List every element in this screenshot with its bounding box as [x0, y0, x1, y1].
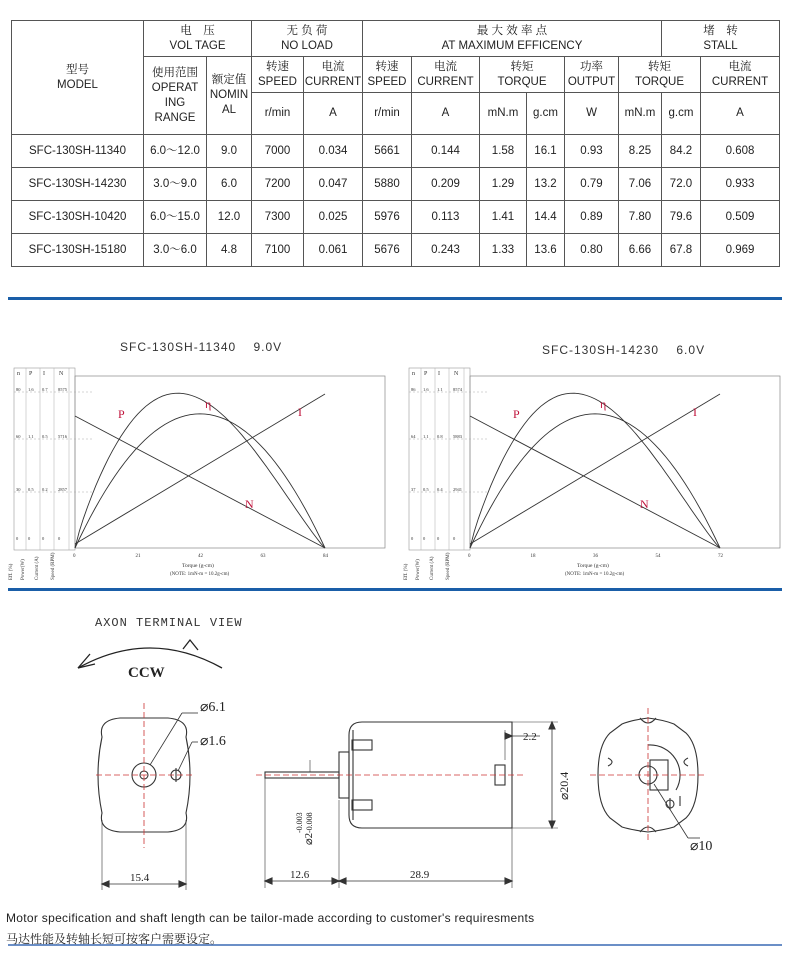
axis-tick-label: 5883 [453, 434, 462, 439]
table-cell: 79.6 [662, 201, 701, 234]
stall-torque-header: 转矩 TORQUE [619, 57, 701, 93]
axis-tick-label: 0.8 [437, 434, 443, 439]
x-axis-label: Torque (g-cm) [577, 563, 609, 569]
table-cell: 67.8 [662, 234, 701, 267]
axis-head: P [424, 371, 428, 377]
x-tick-label: 72 [718, 554, 723, 559]
no-load-group-header: 无 负 荷 NO LOAD [252, 21, 363, 57]
curve-label: I [693, 405, 697, 419]
table-cell: 5676 [363, 234, 412, 267]
terminal-length-label: 2.2 [523, 731, 537, 743]
model-cell: SFC-130SH-15180 [12, 234, 144, 267]
axis-tick-label: 0 [58, 536, 61, 541]
axis-tick-label: 1.6 [423, 387, 429, 392]
table-cell: 4.8 [207, 234, 252, 267]
axis-tick-label: 86 [411, 387, 416, 392]
axis-tick-label: 5716 [58, 434, 67, 439]
operating-range-header: 使用范围 OPERAT ING RANGE [144, 57, 207, 135]
no-load-current-header: 电流 CURRENT [304, 57, 363, 93]
axis-tick-label: 0 [411, 536, 414, 541]
axis-tick-label: 2941 [453, 487, 462, 492]
axis-name: Current (A) [430, 556, 435, 580]
max-eff-torque-header: 转矩 TORQUE [480, 57, 565, 93]
x-tick-label: 0 [73, 554, 76, 559]
axis-tick-label: 37 [411, 487, 416, 492]
axis-head: N [454, 371, 459, 377]
table-cell: 0.047 [304, 168, 363, 201]
hole-diameter-label: ⌀1.6 [200, 734, 226, 749]
table-cell: 72.0 [662, 168, 701, 201]
axis-tick-label: 1.1 [423, 434, 429, 439]
table-cell: 6.0 [207, 168, 252, 201]
table-cell: 6.0～15.0 [144, 201, 207, 234]
table-cell: 0.969 [701, 234, 780, 267]
model-cell: SFC-130SH-10420 [12, 201, 144, 234]
x-tick-label: 42 [198, 554, 203, 559]
table-cell: 0.89 [565, 201, 619, 234]
table-cell: 0.113 [412, 201, 480, 234]
table-cell: 0.034 [304, 135, 363, 168]
axis-head: P [29, 371, 33, 377]
axis-name: Power(W) [21, 559, 26, 580]
axis-tick-label: 0.5 [42, 434, 48, 439]
unit-cell: mN.m [480, 93, 527, 135]
table-cell: 13.6 [527, 234, 565, 267]
curve-label: P [513, 407, 520, 421]
table-cell: 1.41 [480, 201, 527, 234]
unit-cell: W [565, 93, 619, 135]
x-tick-label: 54 [655, 554, 661, 559]
axis-tick-label: 0.5 [28, 487, 34, 492]
no-load-speed-header: 转速 SPEED [252, 57, 304, 93]
max-eff-current-header: 电流 CURRENT [412, 57, 480, 93]
table-cell: 9.0 [207, 135, 252, 168]
axis-tick-label: 8575 [58, 387, 67, 392]
table-cell: 6.66 [619, 234, 662, 267]
axis-tick-label: 80 [16, 387, 21, 392]
max-eff-output-header: 功率 OUTPUT [565, 57, 619, 93]
footer-note-english: Motor specification and shaft length can be tailor-made according to customer's requiresments [6, 911, 535, 925]
x-tick-label: 18 [530, 554, 536, 559]
curve-label: I [298, 405, 302, 419]
axis-head: N [59, 371, 64, 377]
axis-tick-label: 8574 [453, 387, 462, 392]
nominal-header: 额定值 NOMIN AL [207, 57, 252, 135]
table-cell: 1.33 [480, 234, 527, 267]
footer-note-chinese: 马达性能及转轴长短可按客户需要设定。 [6, 932, 223, 946]
curve-label: N [640, 497, 649, 511]
ccw-label: CCW [128, 665, 165, 681]
unit-cell: g.cm [527, 93, 565, 135]
unit-cell: A [304, 93, 363, 135]
axis-head: I [438, 371, 440, 377]
model-cell: SFC-130SH-14230 [12, 168, 144, 201]
stall-group-header: 堵 转 STALL [662, 21, 780, 57]
width-dimension-label: 15.4 [130, 872, 150, 884]
x-tick-label: 21 [135, 554, 141, 559]
x-tick-label: 0 [468, 554, 471, 559]
axis-tick-label: 0.7 [42, 387, 48, 392]
axis-tick-label: 0 [16, 536, 19, 541]
table-cell: 16.1 [527, 135, 565, 168]
front-view [96, 703, 198, 890]
axis-name: Current (A) [35, 556, 40, 580]
x-tick-label: 84 [323, 554, 328, 559]
x-axis-label: Torque (g-cm) [182, 563, 214, 569]
table-cell: 12.0 [207, 201, 252, 234]
max-eff-speed-header: 转速 SPEED [363, 57, 412, 93]
shaft-tolerance-upper: -0.003 [295, 812, 304, 833]
axis-tick-label: 0 [437, 536, 440, 541]
stall-current-header: 电流 CURRENT [701, 57, 780, 93]
table-cell: 14.4 [527, 201, 565, 234]
table-cell: 3.0～9.0 [144, 168, 207, 201]
table-cell: 5661 [363, 135, 412, 168]
axis-tick-label: 0 [28, 536, 31, 541]
table-cell: 5976 [363, 201, 412, 234]
model-cell: SFC-130SH-11340 [12, 135, 144, 168]
shaft-tolerance-lower: -0.008 [305, 812, 314, 833]
voltage-group-header: 电 压 VOL TAGE [144, 21, 252, 57]
side-view [256, 722, 558, 888]
curve-label: η [205, 397, 212, 411]
curve-label: η [600, 397, 607, 411]
table-cell: 0.93 [565, 135, 619, 168]
axis-name: Speed (RPM) [51, 552, 56, 580]
shaft-length-label: 12.6 [290, 869, 310, 881]
axis-tick-label: 0.5 [423, 487, 429, 492]
table-cell: 7.80 [619, 201, 662, 234]
rear-view [590, 708, 706, 842]
body-length-label: 28.9 [410, 869, 430, 881]
x-tick-label: 63 [260, 554, 266, 559]
max-efficiency-group-header: 最 大 效 率 点 AT MAXIMUM EFFICENCY [363, 21, 662, 57]
table-cell: 13.2 [527, 168, 565, 201]
table-cell: 7000 [252, 135, 304, 168]
body-diameter-label: ⌀20.4 [557, 771, 571, 800]
axis-name: Power(W) [416, 559, 421, 580]
chart-2-title: SFC-130SH-14230 6.0V [542, 343, 706, 357]
axis-tick-label: 0 [453, 536, 456, 541]
table-cell: 1.58 [480, 135, 527, 168]
x-tick-label: 36 [593, 554, 598, 559]
curve-label: P [118, 407, 125, 421]
chart-note: (NOTE: 1mN-m = 10.2g-cm) [565, 572, 625, 577]
axis-tick-label: 2857 [58, 487, 67, 492]
axis-tick-label: 1.1 [437, 387, 443, 392]
model-header: 型号 MODEL [12, 21, 144, 135]
axis-name: Speed (RPM) [446, 552, 451, 580]
ccw-arrow-icon [78, 640, 222, 668]
axis-head: n [412, 371, 415, 377]
table-cell: 0.80 [565, 234, 619, 267]
unit-cell: r/min [363, 93, 412, 135]
table-cell: 1.29 [480, 168, 527, 201]
table-cell: 0.509 [701, 201, 780, 234]
table-cell: 0.144 [412, 135, 480, 168]
axis-tick-label: 0 [42, 536, 45, 541]
axis-tick-label: 30 [16, 487, 21, 492]
table-cell: 0.79 [565, 168, 619, 201]
axis-tick-label: 1.1 [28, 434, 34, 439]
chart-note: (NOTE: 1mN-m = 10.2g-cm) [170, 572, 230, 577]
axis-tick-label: 0 [423, 536, 426, 541]
curve-label: N [245, 497, 254, 511]
axis-name: Eff. (%) [9, 563, 14, 580]
bearing-diameter-label: ⌀10 [690, 839, 713, 854]
axis-name: Eff. (%) [404, 563, 409, 580]
table-cell: 3.0～6.0 [144, 234, 207, 267]
unit-cell: mN.m [619, 93, 662, 135]
axis-head: I [43, 371, 45, 377]
table-cell: 7200 [252, 168, 304, 201]
table-cell: 0.209 [412, 168, 480, 201]
axis-tick-label: 1.6 [28, 387, 34, 392]
unit-cell: A [412, 93, 480, 135]
axis-tick-label: 64 [411, 434, 416, 439]
table-cell: 0.933 [701, 168, 780, 201]
axis-head: n [17, 371, 20, 377]
table-cell: 8.25 [619, 135, 662, 168]
axis-tick-label: 0.2 [42, 487, 48, 492]
shaft-hole-diameter-label: ⌀6.1 [200, 700, 226, 715]
axis-tick-label: 60 [16, 434, 21, 439]
table-cell: 5880 [363, 168, 412, 201]
table-cell: 0.061 [304, 234, 363, 267]
axon-terminal-view-title: AXON TERMINAL VIEW [95, 616, 243, 630]
unit-cell: g.cm [662, 93, 701, 135]
table-cell: 0.025 [304, 201, 363, 234]
table-cell: 7100 [252, 234, 304, 267]
axis-tick-label: 0.4 [437, 487, 443, 492]
unit-cell: r/min [252, 93, 304, 135]
unit-cell: A [701, 93, 780, 135]
table-cell: 0.243 [412, 234, 480, 267]
table-cell: 7.06 [619, 168, 662, 201]
chart-1-title: SFC-130SH-11340 9.0V [120, 340, 283, 354]
table-cell: 84.2 [662, 135, 701, 168]
table-cell: 0.608 [701, 135, 780, 168]
shaft-diameter-label: ⌀2 [303, 832, 315, 845]
table-cell: 7300 [252, 201, 304, 234]
table-cell: 6.0～12.0 [144, 135, 207, 168]
